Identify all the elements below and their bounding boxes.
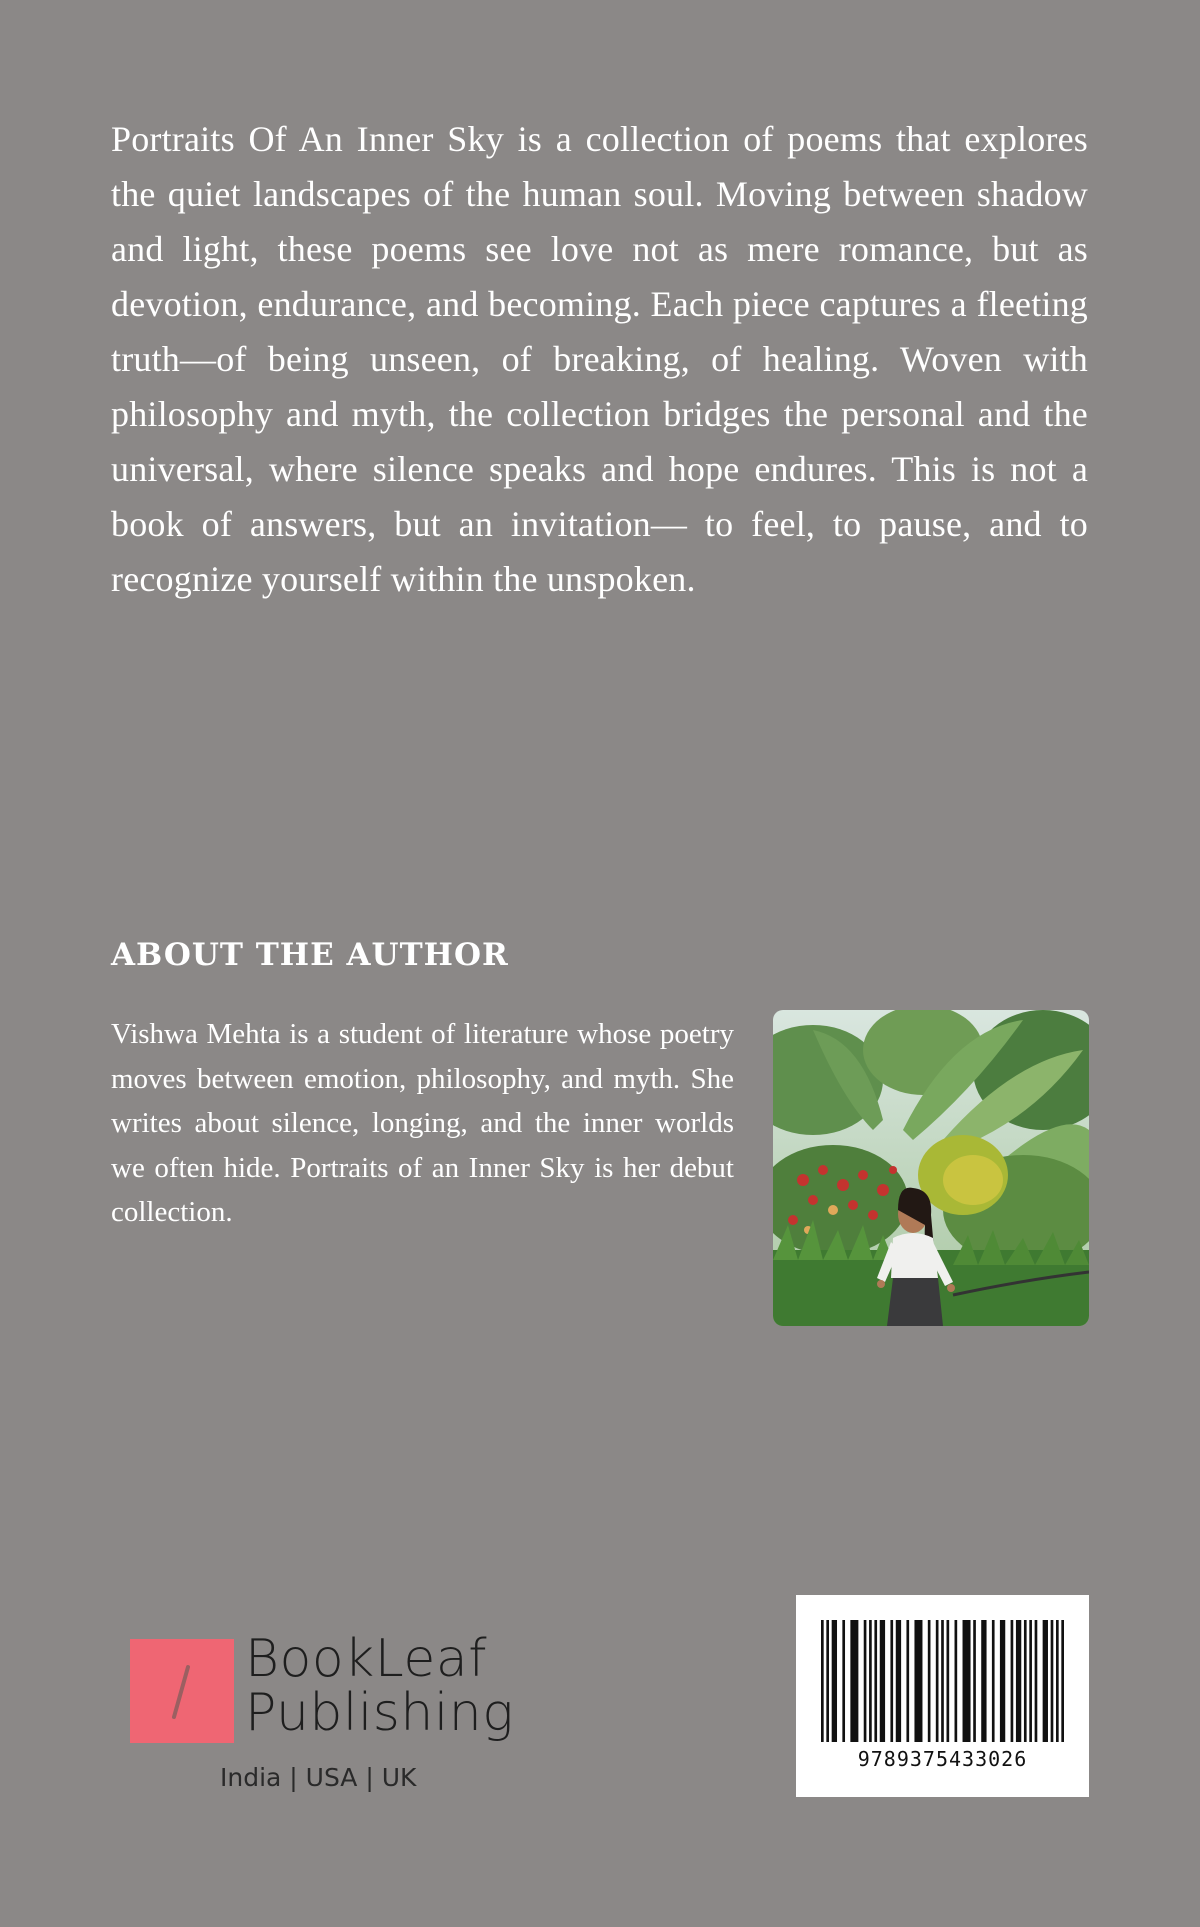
bookleaf-logo-mark [130,1639,234,1743]
barcode-bar [1056,1620,1059,1742]
barcode-bar [1024,1620,1027,1742]
barcode-bar [992,1620,995,1742]
barcode-bar [936,1620,939,1742]
barcode-bar [832,1620,837,1742]
barcode-bar [890,1620,893,1742]
barcode-bar [864,1620,867,1742]
barcode-bar [1061,1620,1064,1742]
publisher-name: BookLeaf [245,1629,488,1689]
publisher-logo [130,1629,530,1795]
book-blurb: Portraits Of An Inner Sky is a collection of poems that explores the quiet landscapes of the human soul. Moving between shadow and light, these poems see love not as mere romance, but as devotion, endurance, and becoming. Each piece captures a fleeting truth—of being unseen, of breaking, of healing. Woven with philosophy and myth, the collection bridges the personal and the universal, where silence speaks and hope endures. This is not a book of answers, but an invitation— to feel, to pause, and to recognize yourself within the unspoken. [111,119,1088,599]
barcode-bar [826,1620,829,1742]
barcode-bar [842,1620,845,1742]
barcode-bar [906,1620,909,1742]
author-photo [773,1010,1089,1326]
barcode-bars [821,1620,1064,1742]
barcode-bar [914,1620,922,1742]
barcode-bar [941,1620,944,1742]
barcode-bar [896,1620,901,1742]
barcode-bar [1000,1620,1005,1742]
barcode-bar [1035,1620,1038,1742]
barcode-bar [963,1620,971,1742]
isbn-number: 9789375433026 [857,1747,1028,1771]
barcode-bar [955,1620,958,1742]
publisher-name-line2: Publishing [245,1683,514,1743]
barcode-bar [1011,1620,1014,1742]
barcode-bar [973,1620,976,1742]
barcode-bar [947,1620,950,1742]
barcode-bar [1051,1620,1054,1742]
barcode-bar [981,1620,986,1742]
author-bio: Vishwa Mehta is a student of literature whose poetry moves between emotion, philosophy, and myth. She writes about silence, longing, and the inner worlds we often hide. Portraits of an Inner Sky is her debut collection. [111,1018,734,1228]
barcode-bar [850,1620,858,1742]
barcode-bar [874,1620,877,1742]
barcode-bar [869,1620,872,1742]
barcode-bar [1043,1620,1048,1742]
barcode-bar [821,1620,824,1742]
isbn-barcode [796,1595,1089,1797]
barcode-bar [1016,1620,1021,1742]
barcode-bar [880,1620,885,1742]
barcode-bar [1029,1620,1032,1742]
barcode-bar [928,1620,931,1742]
publisher-regions: India | USA | UK [220,1763,417,1792]
about-author-heading: ABOUT THE AUTHOR [111,937,509,973]
